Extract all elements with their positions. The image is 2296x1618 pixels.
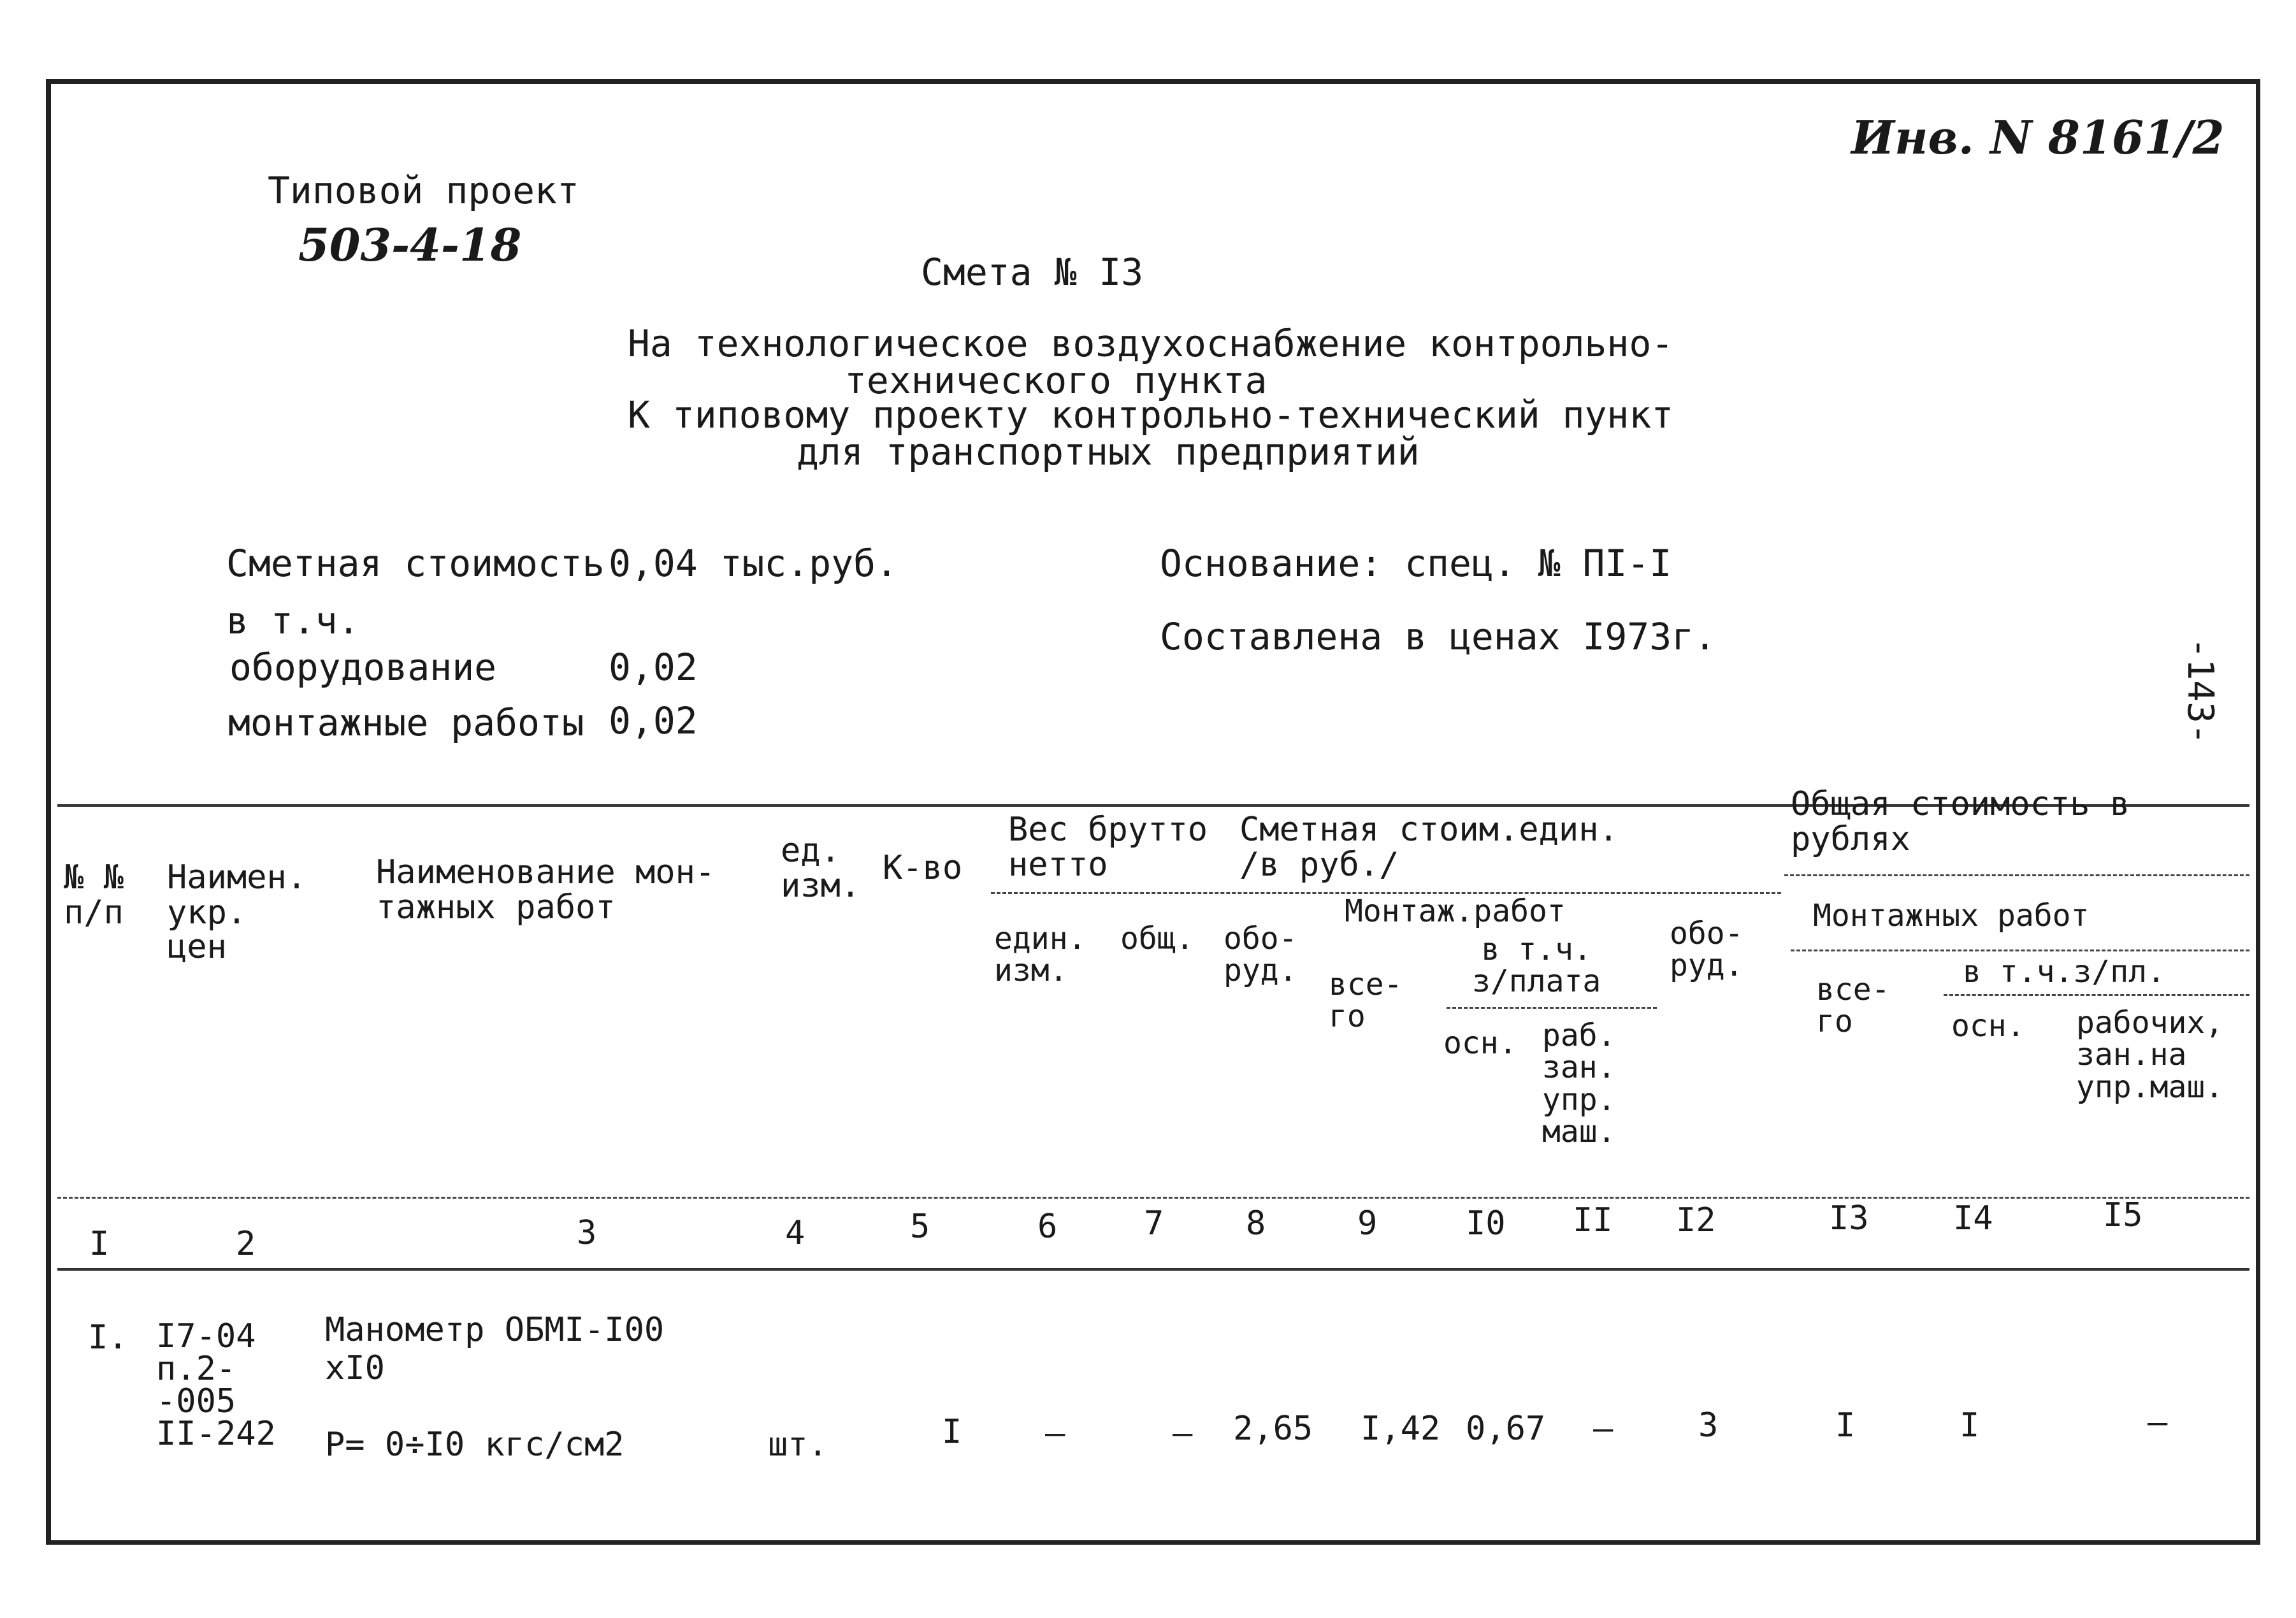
estimate-title: Смета № I3	[921, 250, 1144, 294]
row-unit: шт.	[768, 1426, 828, 1464]
header-unit-install-total: все- го	[1329, 967, 1403, 1035]
col-num-2: 2	[236, 1225, 256, 1263]
row-total-wage-mach: –	[2148, 1403, 2168, 1441]
col-num-15: I5	[2103, 1196, 2143, 1234]
estimate-desc-line-1: На технологическое воздухоснабжение контрольно-	[628, 322, 1674, 365]
row-total-equipment: 3	[1698, 1406, 1719, 1445]
page-number: -143-	[2179, 637, 2221, 745]
header-num: № № п/п	[64, 858, 124, 932]
header-unit-equipment: обо- руд.	[1224, 921, 1297, 989]
header-unit-wage-group: в т.ч. з/плата	[1472, 932, 1601, 1000]
header-unit-cost-group: Сметная стоим.един. /в руб./	[1239, 811, 1619, 884]
header-total-equipment: обо- руд.	[1670, 916, 1744, 984]
header-unit-wage-mach: раб. зан. упр. маш.	[1542, 1018, 1616, 1150]
header-unit: ед. изм.	[781, 832, 861, 905]
row-name-line-3: Р= 0÷I0 кгс/см2	[325, 1426, 625, 1464]
header-total-wage-main: осн.	[1951, 1008, 2025, 1044]
basis-text: Основание: спец. № ПI-I	[1160, 542, 1672, 585]
estimate-desc-line-2: технического пункта	[844, 359, 1267, 402]
installation-value: 0,02	[609, 699, 698, 742]
row-total-install-total: I	[1835, 1406, 1856, 1445]
header-total-wage-group: в т.ч.з/пл.	[1963, 954, 2165, 990]
estimate-desc-line-4: для транспортных предприятий	[797, 430, 1420, 473]
col-num-10: I0	[1466, 1204, 1506, 1243]
col-num-9: 9	[1357, 1204, 1378, 1243]
total-cost-value: 0,04 тыс.руб.	[609, 542, 898, 585]
header-code: Наимен. укр. цен	[167, 858, 307, 967]
row-unit-wage-mach: –	[1593, 1410, 1614, 1448]
header-unit-wage-main: осн.	[1443, 1025, 1517, 1061]
row-num: I.	[88, 1318, 128, 1357]
row-code: I7-04 п.2- -005 II-242	[156, 1317, 276, 1453]
total-install-subrule	[1791, 950, 2249, 951]
column-numbers-top-rule	[57, 1197, 2249, 1199]
installation-label: монтажные работы	[228, 701, 584, 744]
row-total-wage-main: I	[1960, 1406, 1980, 1445]
header-total-install-total: все- го	[1816, 972, 1890, 1040]
row-unit-equipment: 2,65	[1233, 1410, 1313, 1448]
col-num-11: II	[1573, 1201, 1613, 1239]
equipment-label: оборудование	[229, 646, 497, 689]
header-weight-group: Вес брутто нетто	[1008, 811, 1208, 884]
project-label: Типовой проект	[268, 169, 579, 212]
estimate-desc-line-3: К типовому проекту контрольно-технический пункт	[628, 393, 1674, 437]
header-unit-install-group: Монтаж.работ	[1345, 893, 1566, 929]
row-name-line-1: Манометр ОБМI-I00	[325, 1311, 665, 1349]
inventory-number: Инв. N 8161/2	[1851, 110, 2225, 164]
header-weight-total: общ.	[1120, 921, 1194, 957]
row-unit-install-total: I,42	[1361, 1410, 1441, 1448]
col-num-8: 8	[1246, 1204, 1266, 1243]
col-num-4: 4	[785, 1214, 805, 1252]
col-num-6: 6	[1037, 1208, 1058, 1246]
project-number: 503-4-18	[298, 219, 522, 271]
header-name: Наименование мон- тажных работ	[376, 853, 716, 927]
header-qty: К-во	[883, 849, 963, 887]
header-total-group: Общая стоимость в рублях	[1791, 785, 2130, 858]
total-cost-label: Сметная стоимость	[226, 542, 605, 585]
header-total-wage-mach: рабочих, зан.на упр.маш.	[2076, 1005, 2224, 1105]
equipment-value: 0,02	[609, 646, 698, 689]
row-unit-wage-main: 0,67	[1466, 1410, 1546, 1448]
row-weight-total: –	[1173, 1414, 1193, 1452]
col-num-14: I4	[1953, 1199, 1993, 1238]
column-numbers-bottom-rule	[57, 1268, 2249, 1271]
row-name-line-2: хI0	[325, 1349, 385, 1387]
prices-text: Составлена в ценах I973г.	[1160, 615, 1716, 658]
row-weight-unit: –	[1045, 1414, 1065, 1452]
row-qty: I	[942, 1413, 962, 1451]
header-weight-unit: един. изм.	[994, 921, 1087, 989]
header-total-install-group: Монтажных работ	[1813, 898, 2090, 934]
col-num-5: 5	[910, 1208, 930, 1246]
incl-label: в т.ч.	[226, 599, 360, 642]
wage-subrule	[1447, 1007, 1657, 1009]
col-num-12: I2	[1676, 1201, 1716, 1239]
total-wage-subrule	[1944, 994, 2249, 996]
total-cost-subrule	[1784, 874, 2249, 876]
col-num-1: I	[89, 1225, 110, 1263]
col-num-3: 3	[577, 1214, 597, 1252]
col-num-13: I3	[1829, 1199, 1869, 1238]
col-num-7: 7	[1144, 1204, 1164, 1243]
